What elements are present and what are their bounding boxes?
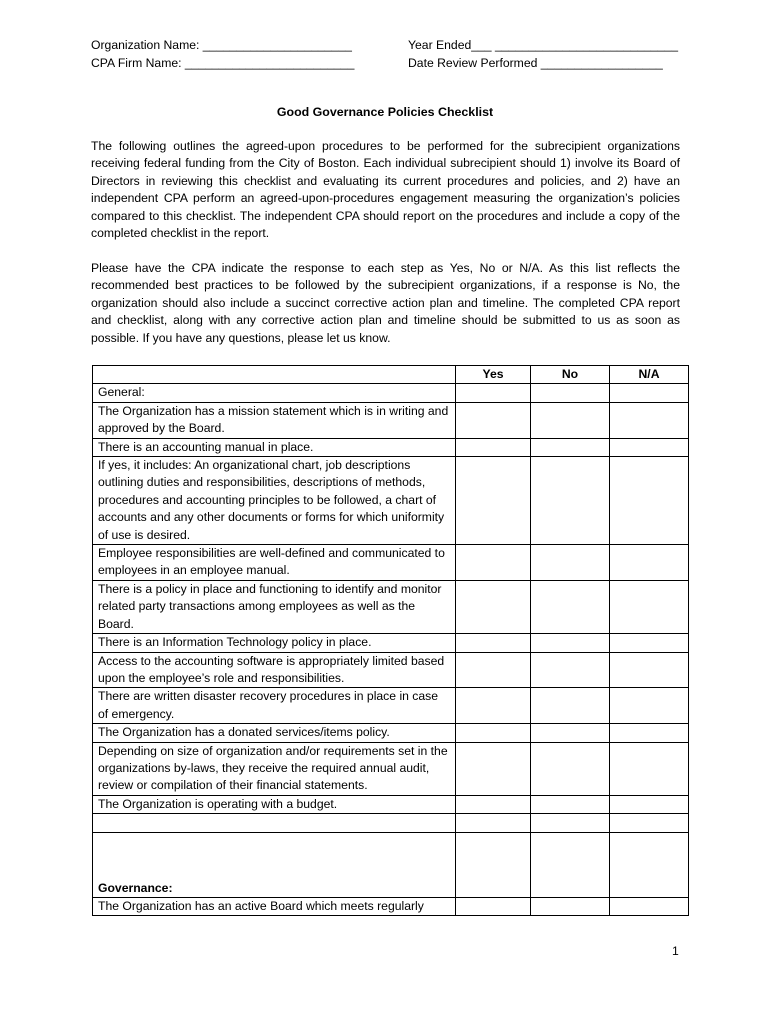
cpa-firm-name-field: CPA Firm Name: _________________________ — [91, 56, 355, 70]
yes-column-header: Yes — [456, 366, 531, 384]
yes-cell[interactable] — [456, 402, 531, 438]
intro-paragraph-1: The following outlines the agreed-upon procedures to be performed for the subrecipient organizations receiving federal funding from the City of Boston. Each individual subrecipient should 1) involve its Board of Directors in reviewing this checklist and evaluating its current procedures and policies, and 2) have an independent CPA perform an agreed-upon-procedures engagement measuring the organization’s policies compared to this checklist. The independent CPA should report on the procedures and include a copy of the completed checklist in the report. — [91, 139, 680, 241]
table-row — [93, 545, 689, 581]
table-row — [93, 742, 689, 795]
na-cell[interactable] — [610, 545, 689, 581]
table-row — [93, 897, 689, 915]
section-row-general — [93, 384, 689, 402]
no-cell[interactable] — [531, 724, 610, 742]
header-left — [91, 36, 354, 72]
checklist-item: The Organization has a donated services/items policy. — [93, 724, 456, 742]
checklist-item: Access to the accounting software is appropriately limited based upon the employee’s role and responsibilities. — [93, 652, 456, 688]
yes-cell[interactable] — [456, 724, 531, 742]
checklist-table — [92, 365, 689, 916]
document-title: Good Governance Policies Checklist — [276, 105, 494, 119]
checklist-item: The Organization is operating with a budget. — [93, 795, 456, 813]
table-row — [93, 402, 689, 438]
checklist-item: If yes, it includes: An organizational chart, job descriptions outlining duties and responsibilities, descriptions of methods, procedures and accounting principles to be followed, a chart of accounts and any other documents or forms for which uniformity of use is desired. — [93, 457, 456, 545]
no-cell[interactable] — [531, 457, 610, 545]
yes-cell[interactable] — [456, 814, 531, 832]
yes-cell[interactable] — [456, 438, 531, 456]
yes-cell[interactable] — [456, 742, 531, 795]
checklist-item: There is an Information Technology policy in place. — [93, 634, 456, 652]
yes-cell[interactable] — [456, 652, 531, 688]
na-cell[interactable] — [610, 634, 689, 652]
table-header-row — [93, 366, 689, 384]
yes-cell[interactable] — [456, 832, 531, 897]
checklist-item: There is an accounting manual in place. — [93, 438, 456, 456]
no-cell[interactable] — [531, 742, 610, 795]
checklist-item: Depending on size of organization and/or requirements set in the organizations by-laws, they receive the required annual audit, review or compilation of their financial statements. — [93, 742, 456, 795]
yes-cell[interactable] — [456, 580, 531, 633]
na-cell[interactable] — [610, 688, 689, 724]
na-cell[interactable] — [610, 457, 689, 545]
checklist-item: The Organization has an active Board which meets regularly — [93, 897, 456, 915]
na-cell[interactable] — [610, 724, 689, 742]
governance-section-cell — [93, 832, 456, 897]
na-cell[interactable] — [610, 832, 689, 897]
empty-row — [93, 814, 689, 832]
no-cell[interactable] — [531, 545, 610, 581]
page-number: 1 — [672, 944, 679, 958]
header-right — [408, 36, 678, 72]
checklist-item: Employee responsibilities are well-defined and communicated to employees in an employee manual. — [93, 545, 456, 581]
yes-cell[interactable] — [456, 545, 531, 581]
no-cell[interactable] — [531, 384, 610, 402]
date-review-performed-field: Date Review Performed __________________ — [408, 56, 663, 70]
table-row — [93, 724, 689, 742]
yes-cell[interactable] — [456, 688, 531, 724]
table-row — [93, 652, 689, 688]
no-cell[interactable] — [531, 634, 610, 652]
no-cell[interactable] — [531, 402, 610, 438]
table-row — [93, 580, 689, 633]
yes-cell[interactable] — [456, 384, 531, 402]
no-cell[interactable] — [531, 438, 610, 456]
table-row — [93, 795, 689, 813]
year-ended-field: Year Ended___ ___________________________ — [408, 38, 678, 52]
na-cell[interactable] — [610, 652, 689, 688]
table-row — [93, 457, 689, 545]
na-cell[interactable] — [610, 795, 689, 813]
na-cell[interactable] — [610, 402, 689, 438]
no-column-header: No — [531, 366, 610, 384]
general-section-heading: General: — [93, 384, 456, 402]
yes-cell[interactable] — [456, 634, 531, 652]
yes-cell[interactable] — [456, 457, 531, 545]
checklist-item: The Organization has a mission statement which is in writing and approved by the Board. — [93, 402, 456, 438]
no-cell[interactable] — [531, 814, 610, 832]
na-cell[interactable] — [610, 384, 689, 402]
checklist-item: There is a policy in place and functioning to identify and monitor related party transactions among employees as well as the Board. — [93, 580, 456, 633]
no-cell[interactable] — [531, 897, 610, 915]
no-cell[interactable] — [531, 652, 610, 688]
na-cell[interactable] — [610, 742, 689, 795]
yes-cell[interactable] — [456, 897, 531, 915]
no-cell[interactable] — [531, 688, 610, 724]
section-row-governance — [93, 832, 689, 897]
table-row — [93, 634, 689, 652]
na-cell[interactable] — [610, 897, 689, 915]
organization-name-field: Organization Name: ______________________ — [91, 38, 352, 52]
governance-section-heading: Governance: — [98, 880, 173, 895]
table-row — [93, 438, 689, 456]
na-cell[interactable] — [610, 814, 689, 832]
checklist-item: There are written disaster recovery procedures in place in case of emergency. — [93, 688, 456, 724]
na-cell[interactable] — [610, 580, 689, 633]
no-cell[interactable] — [531, 580, 610, 633]
na-column-header: N/A — [610, 366, 689, 384]
table-row — [93, 688, 689, 724]
no-cell[interactable] — [531, 832, 610, 897]
no-cell[interactable] — [531, 795, 610, 813]
item-column-header — [93, 366, 456, 384]
empty-cell — [93, 814, 456, 832]
na-cell[interactable] — [610, 438, 689, 456]
intro-paragraph-2: Please have the CPA indicate the response to each step as Yes, No or N/A. As this list reflects the recommended best practices to be followed by the subrecipient organizations, if a response is No, the organization should also include a succinct corrective action plan and timeline. The completed CPA report and checklist, along with any corrective action plan and timeline should be submitted to us as soon as possible. If you have any questions, please let us know. — [91, 261, 680, 345]
yes-cell[interactable] — [456, 795, 531, 813]
